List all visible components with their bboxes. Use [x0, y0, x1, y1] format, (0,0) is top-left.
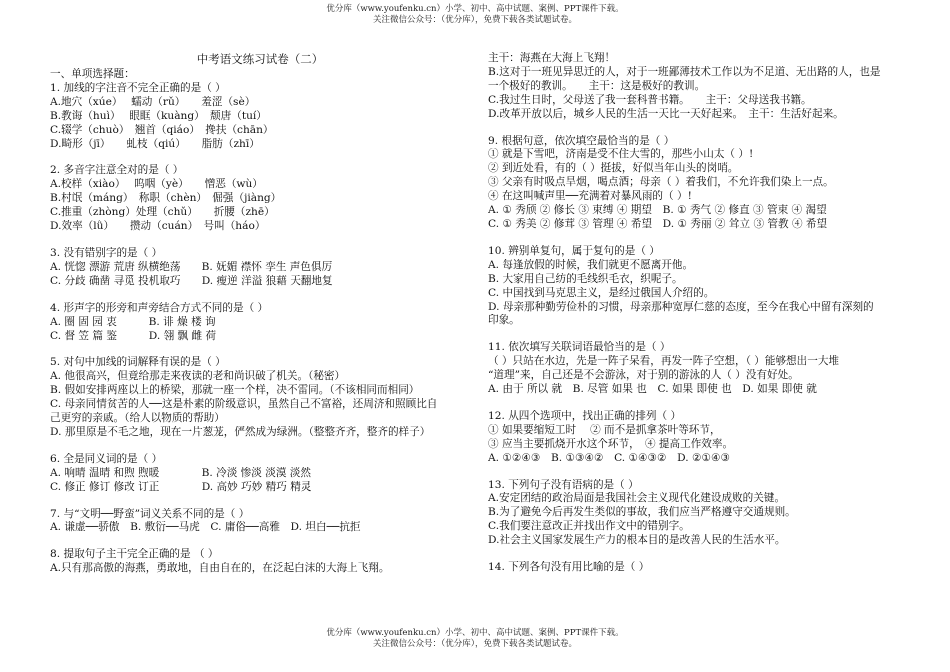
option-a: A.安定团结的政治局面是我国社会主义现代化建设成败的关键。: [488, 492, 786, 505]
question-stem: 2. 多音字注意全对的是（ ）: [50, 164, 184, 177]
question-7: [50, 508, 470, 536]
option-c: C. 中国找到马克思主义，是经过俄国人介绍的。: [488, 286, 715, 299]
option-b: B.为了避免今后再发生类似的事故，我们应当严格遵守交通规则。: [488, 506, 796, 519]
options-ab: A. 响晴 温晴 和煦 煦暖 B. 冷淡 惨淡 淡漠 淡然: [50, 466, 311, 479]
clause-line-2: ③ 应当主要抓烧开水这个环节， ④ 提高工作效率。: [488, 437, 734, 450]
question-14: [488, 561, 906, 575]
section-heading: 一、单项选择题：: [50, 68, 135, 80]
question-9: [488, 135, 906, 232]
question-stem: 9. 根据句意，依次填空最恰当的是（ ）: [488, 134, 675, 147]
option-c: C.我们要注意改正并找出作文中的错别字。: [488, 520, 690, 533]
options-cd: C. 督 笠 篇 鉴 D. 翎 飘 雌 荷: [50, 329, 217, 342]
clause-line-1: ① 如果要缩短工时 ② 而不是抓拿茶叶等环节，: [488, 423, 721, 436]
options-cd: C. 分歧 确凿 寻觅 投机取巧 D. 瘦逆 洋溢 狼藉 天翻地复: [50, 274, 333, 287]
question-4: [50, 302, 470, 344]
option-d: D.效率（lǜ） 攒动（cuán） 号叫（háo）: [50, 220, 266, 233]
option-a: A.校样（xiào） 呜咽（yè） 憎恶（wù）: [50, 178, 263, 191]
option-c: C.辍学（chuò） 翘首（qiáo） 搀扶（chān）: [50, 123, 274, 136]
option-d: D. 那里原是不毛之地，现在一片葱茏，俨然成为绿洲。（整整齐齐，整齐的样子）: [50, 425, 431, 438]
question-stem: 12. 从四个选项中，找出正确的排列（ ）: [488, 409, 682, 422]
page-title: 中考语文练习试卷（二）: [196, 52, 324, 66]
question-stem: 6. 全是同义词的是（ ）: [50, 452, 163, 465]
option-d: D.社会主义国家发展生产力的根本目的是改善人民的生活水平。: [488, 534, 786, 547]
question-5: [50, 356, 470, 439]
right-column: [488, 52, 906, 575]
question-1: [50, 82, 470, 152]
question-stem: 5. 对句中加线的词解释有误的是（ ）: [50, 356, 226, 369]
question-stem: 8. 提取句子主干完全正确的是 （ ）: [50, 548, 219, 561]
footer-line-2: 关注微信公众号：（优分库），免费下载各类试题试卷。: [372, 639, 577, 649]
options-ab: A. 恍惚 漂游 荒唐 纵横绝荡 B. 妩媚 襟怀 孪生 声色俱厉: [50, 260, 333, 273]
question-stem: 7. 与“文明──野蛮”词义关系不同的是（ ）: [50, 507, 250, 520]
question-stem: 1. 加线的字注音不完全正确的是（ ）: [50, 81, 226, 94]
sentence-2: ② 到近处看，有的（ ）挺拔，好似当年山头的岗哨。: [488, 162, 739, 175]
question-10: [488, 245, 906, 328]
options: A. ①②④③ B. ①③④② C. ①④③② D. ②①④③: [488, 451, 730, 464]
page-footer: [0, 628, 950, 650]
option-b: B. 假如安排两座以上的桥梁，那就一座一个样，决不雷同。（不该相同而相同）: [50, 384, 420, 397]
question-6: [50, 453, 470, 495]
question-2: [50, 164, 470, 234]
question-8: [50, 548, 470, 576]
option-b: B. 大家用自己纺的毛线织毛衣，织呢子。: [488, 272, 683, 285]
passage-line-2: “道理”来，自己还是不会游泳，对于别的游泳的人（ ）没有好处。: [488, 369, 799, 382]
question-stem: 10. 辨别单复句，属于复句的是（ ）: [488, 244, 660, 257]
option-d-continued: 印象。: [488, 314, 520, 327]
option-c: C. 母亲同情贫苦的人──这是朴素的阶级意识，虽然自己不富裕，还周济和照顾比自: [50, 398, 438, 411]
options: A. 由于 所以 就 B. 尽管 如果 也 C. 如果 即使 也 D. 如果 即使 就: [488, 383, 817, 396]
question-12: [488, 410, 906, 466]
question-13: [488, 479, 906, 549]
header-line-1: 优分库（www.youfenku.cn）小学、初中、高中试题、案例、PPT课件下载。: [326, 4, 624, 14]
option-a: A. 他很高兴，但竟给那走来夜读的老和尚识破了机关。（秘密）: [50, 370, 346, 383]
sentence-1: ① 就是下雪吧，济南是受不住大雪的，那些小山太（ ）!: [488, 148, 754, 161]
question-3: [50, 247, 470, 289]
option-a-main: 主干：海燕在大海上飞翔！: [488, 52, 616, 64]
question-8-continued: [488, 52, 906, 122]
header-line-2: 关注微信公众号：（优分库），免费下载各类试题试卷。: [372, 15, 577, 25]
left-column: [50, 52, 470, 576]
sentence-4: ④ 在这叫喊声里──充满着对暴风雨的（ ）!: [488, 190, 692, 203]
option-b: B.教诲（huì） 眼眶（kuàng） 颓唐（tuí）: [50, 109, 267, 122]
option-b: B.这对于一班见异思迁的人，对于一班鄙薄技术工作以为不足道、无出路的人，也是: [488, 65, 881, 78]
question-stem: 3. 没有错别字的是（ ）: [50, 246, 163, 259]
option-a: A.地穴（xúe） 蠕动（rǔ） 羞涩（sè）: [50, 95, 256, 108]
question-stem: 11. 依次填写关联词语最恰当的是（ ）: [488, 341, 671, 354]
option-b: B.村氓（máng） 称职（chèn） 倔强（jiàng）: [50, 192, 282, 205]
passage-line-1: （ ）只站在水边，先是一阵子呆看，再发一阵子空想，（ ）能够想出一大堆: [488, 355, 840, 368]
footer-line-1: 优分库（www.youfenku.cn）小学、初中、高中试题、案例、PPT课件下载。: [326, 628, 624, 638]
option-d: D.畸形（jī） 虬枝（qiú） 脂肪（zhī）: [50, 137, 260, 150]
question-11: [488, 341, 906, 397]
sentence-3: ③ 父亲有时吸点旱烟，喝点酒；母亲（ ）着我们，不允许我们染上一点。: [488, 176, 834, 189]
option-c: C.推重（zhòng）处理（chǔ） 折腰（zhē）: [50, 206, 275, 219]
page-header: [0, 4, 950, 26]
options: A. 谦虚──骄傲 B. 敷衍──马虎 C. 庸俗──高雅 D. 坦白──抗拒: [50, 521, 361, 534]
option-d: D. 母亲那种勤劳俭朴的习惯，母亲那种宽厚仁慈的态度，至今在我心中留有深刻的: [488, 300, 874, 313]
option-b-continued: 一个极好的教训。 主干：这是极好的教训。: [488, 79, 706, 92]
option-c: C.我过生日时，父母送了我一套科普书籍。 主干：父母送我书籍。: [488, 93, 812, 106]
option-c-continued: 己更穷的亲戚。（给人以物质的帮助）: [50, 412, 225, 425]
options-ab: A. 圈 固 园 衷 B. 诽 燥 楼 询: [50, 315, 216, 328]
options-cd: C. ① 秀美 ② 修茸 ③ 管理 ④ 希望 D. ① 秀丽 ② 耸立 ③ 管教 ④ 希望: [488, 217, 828, 230]
option-a: A.只有那高傲的海燕，勇敢地，自由自在的，在泛起白沫的大海上飞翔。: [50, 562, 390, 575]
options-cd: C. 修正 修订 修改 订正 D. 高妙 巧妙 精巧 精灵: [50, 480, 312, 493]
question-stem: 4. 形声字的形旁和声旁结合方式不同的是（ ）: [50, 301, 269, 314]
question-stem: 14. 下列各句没有用比喻的是（ ）: [488, 561, 650, 574]
question-stem: 13. 下列句子没有语病的是（ ）: [488, 478, 639, 491]
options-ab: A. ① 秀颀 ② 修长 ③ 束缚 ④ 期望 B. ① 秀气 ② 修直 ③ 管束 ④ 渴望: [488, 204, 827, 217]
option-d: D.改革开放以后，城乡人民的生活一天比一天好起来。 主干：生活好起来。: [488, 107, 844, 120]
option-a: A. 每逢放假的时候，我们就更不愿离开他。: [488, 258, 694, 271]
